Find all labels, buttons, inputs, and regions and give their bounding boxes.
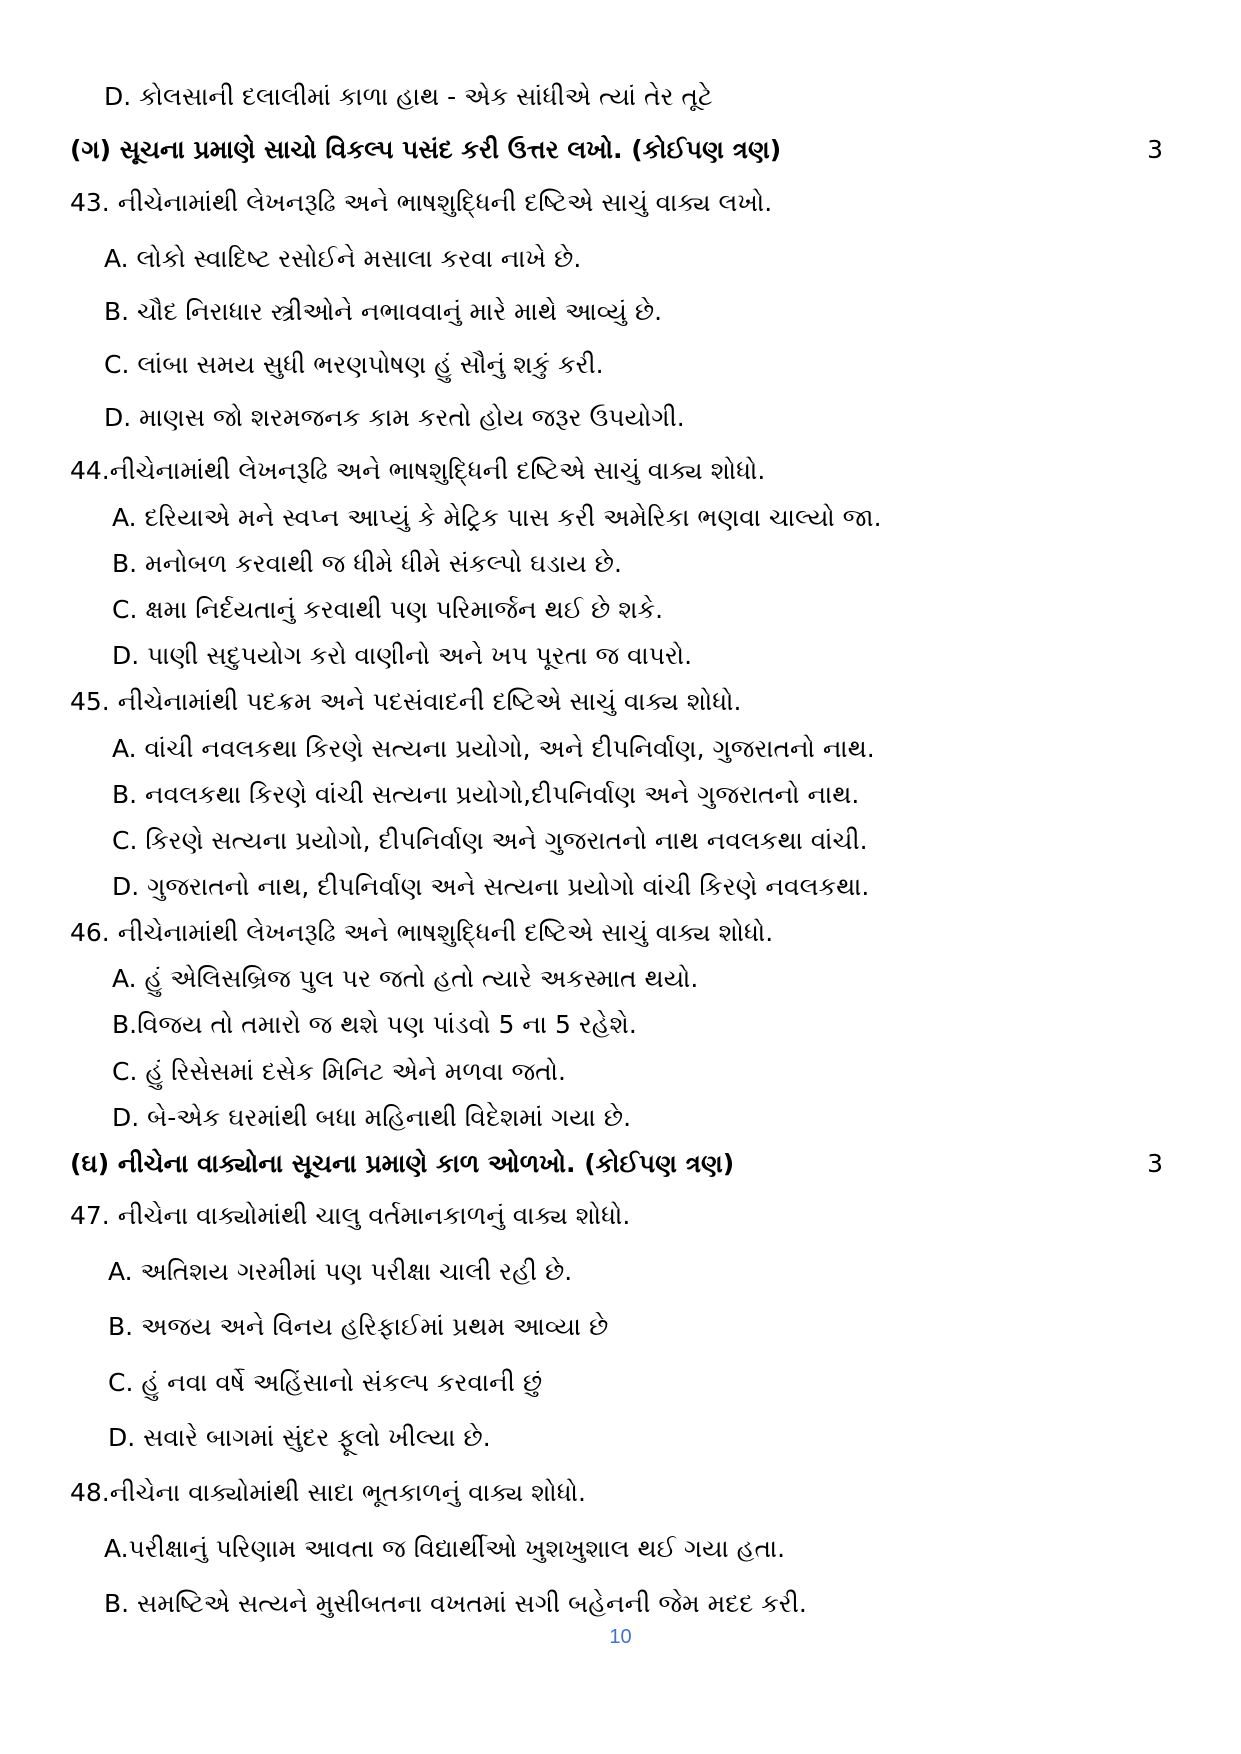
question-44: 44.નીચેનામાંથી લેખનરૂઢિ અને ભાષશુદ્ધિની દષ્ટિએ સાચું વાક્ય શોધો. [70, 456, 766, 485]
option-line: B. ચૌદ નિરાધાર સ્ત્રીઓને નભાવવાનું મારે માથે આવ્યું છે. [104, 297, 663, 326]
option-line: D. બે-એક ઘરમાંથી બધા મહિનાથી વિદેશમાં ગયા છે. [112, 1103, 632, 1132]
option-line: B.વિજય તો તમારો જ થશે પણ પાંડવો 5 ના 5 રહેશે. [112, 1010, 637, 1039]
section-marks-gh: 3 [1147, 1149, 1163, 1178]
option-line: A. વાંચી નવલકથા કિરણે સત્યના પ્રયોગો, અને દીપનિર્વાણ, ગુજરાતનો નાથ. [112, 734, 875, 763]
option-line: A. હું એલિસબ્રિજ પુલ પર જતો હતો ત્યારે અકસ્માત થયો. [112, 964, 699, 993]
option-line: B. નવલકથા કિરણે વાંચી સત્યના પ્રયોગો,દીપનિર્વાણ અને ગુજરાતનો નાથ. [112, 780, 860, 809]
question-48: 48.નીચેના વાક્યોમાંથી સાદા ભૂતકાળનું વાક્ય શોધો. [70, 1478, 586, 1507]
question-45: 45. નીચેનામાંથી પદક્રમ અને પદસંવાદની દષ્ટિએ સાચું વાક્ય શોધો. [70, 687, 742, 716]
option-line: C. લાંબા સમય સુધી ભરણપોષણ હું સૌનું શકું કરી. [104, 350, 604, 379]
option-line: C. ક્ષમા નિર્દયતાનું કરવાથી પણ પરિમાર્જન થઈ છે શકે. [112, 595, 664, 624]
option-line: C. કિરણે સત્યના પ્રયોગો, દીપનિર્વાણ અને ગુજરાતનો નાથ નવલકથા વાંચી. [112, 826, 868, 855]
option-line: D. પાણી સદુપયોગ કરો વાણીનો અને ખપ પૂરતા જ વાપરો. [112, 641, 693, 670]
option-line: D. સવારે બાગમાં સુંદર ફૂલો ખીલ્યા છે. [108, 1423, 491, 1452]
option-line: A. અતિશય ગરમીમાં પણ પરીક્ષા ચાલી રહી છે. [108, 1257, 573, 1286]
option-line: B. અજય અને વિનય હરિફાઈમાં પ્રથમ આવ્યા છે [108, 1312, 609, 1341]
option-line: A. લોકો સ્વાદિષ્ટ રસોઈને મસાલા કરવા નાખે છે. [104, 244, 582, 273]
option-line: B. સમષ્ટિએ સત્યને મુસીબતના વખતમાં સગી બહેનની જેમ મદદ કરી. [104, 1589, 807, 1618]
option-line: B. મનોબળ કરવાથી જ ધીમે ધીમે સંકલ્પો ઘડાય છે. [112, 549, 622, 578]
option-line: D. ગુજરાતનો નાથ, દીપનિર્વાણ અને સત્યના પ્રયોગો વાંચી કિરણે નવલકથા. [112, 872, 870, 901]
section-marks-g: 3 [1147, 135, 1163, 164]
question-43: 43. નીચેનામાંથી લેખનરૂઢિ અને ભાષશુદ્ધિની દષ્ટિએ સાચું વાક્ય લખો. [70, 188, 773, 217]
section-heading-g: (ગ) સૂચના પ્રમાણે સાચો વિકલ્પ પસંદ કરી ઉત્તર લખો. (કોઈપણ ત્રણ) [70, 135, 782, 164]
section-heading-gh: (ઘ) નીચેના વાક્યોના સૂચના પ્રમાણે કાળ ઓળખો. (કોઈપણ ત્રણ) [70, 1149, 735, 1178]
option-line: C. હું નવા વર્ષે અહિંસાનો સંકલ્પ કરવાની છું [108, 1368, 543, 1397]
question-47: 47. નીચેના વાક્યોમાંથી ચાલુ વર્તમાનકાળનું વાક્ય શોધો. [70, 1201, 631, 1230]
option-line: A. દરિયાએ મને સ્વપ્ન આપ્યું કે મેટ્રિક પાસ કરી અમેરિકા ભણવા ચાલ્યો જા. [112, 503, 882, 532]
option-line: D. કોલસાની દલાલીમાં કાળા હાથ - એક સાંધીએ ત્યાં તેર તૂટે [104, 82, 713, 111]
question-46: 46. નીચેનામાંથી લેખનરૂઢિ અને ભાષશુદ્ધિની દષ્ટિએ સાચું વાક્ય શોધો. [70, 918, 774, 947]
option-line: A.પરીક્ષાનું પરિણામ આવતા જ વિદ્યાર્થીઓ ખુશખુશાલ થઈ ગયા હતા. [104, 1534, 786, 1563]
option-line: C. હું રિસેસમાં દસેક મિનિટ એને મળવા જતો. [112, 1057, 566, 1086]
option-line: D. માણસ જો શરમજનક કામ કરતો હોય જરૂર ઉપયોગી. [104, 403, 685, 432]
page-number: 10 [609, 1626, 632, 1648]
